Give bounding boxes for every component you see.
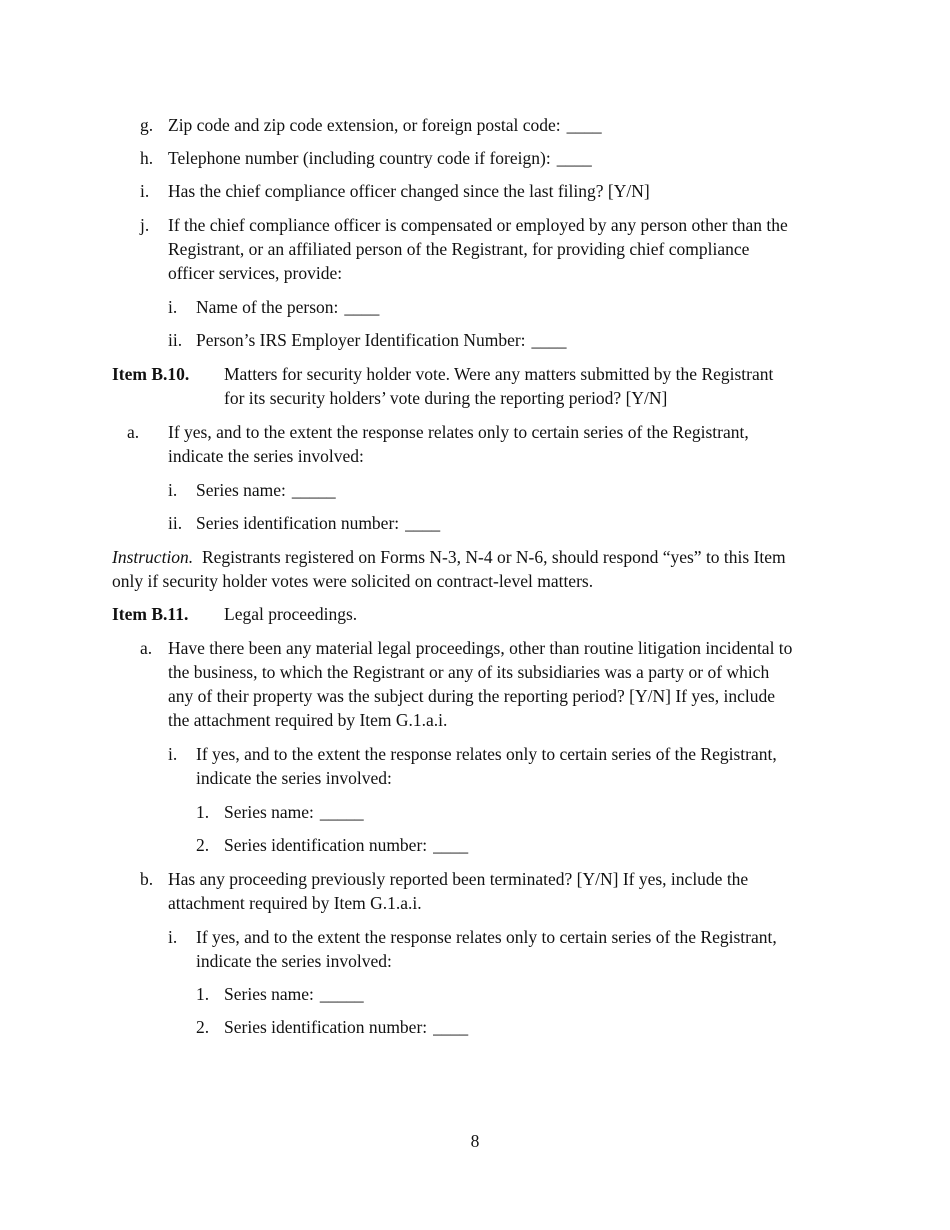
sub-sub-item-text: Series name: <box>224 802 314 822</box>
item-text-line: attachment required by Item G.1.a.i. <box>168 893 422 913</box>
item-text: Zip code and zip code extension, or foreign postal code: <box>168 115 561 135</box>
item-text: Has the chief compliance officer changed since the last filing? [Y/N] <box>168 181 650 201</box>
item-text-line: Registrant, or an affiliated person of the Registrant, for providing chief compliance <box>168 239 750 259</box>
answer-blank[interactable]: _____ <box>319 802 364 822</box>
item-text-line: for its security holders’ vote during the reporting period? [Y/N] <box>224 388 668 408</box>
sub-item-label: i. <box>168 744 178 764</box>
sub-sub-item-label: 2. <box>196 1017 210 1037</box>
item-heading: Item B.11. <box>112 604 189 624</box>
answer-blank[interactable]: ____ <box>433 835 469 855</box>
item-title: Legal proceedings. <box>224 604 358 624</box>
item-label: b. <box>140 869 154 889</box>
item-text-line: officer services, provide: <box>168 263 343 283</box>
instruction-text: only if security holder votes were solicited on contract-level matters. <box>112 571 594 591</box>
item-text: Telephone number (including country code if foreign): <box>168 148 551 168</box>
sub-item-text-line: If yes, and to the extent the response relates only to certain series of the Registrant, <box>196 927 777 947</box>
instruction-label: Instruction. <box>112 547 194 567</box>
sub-sub-item-label: 2. <box>196 835 210 855</box>
answer-blank[interactable]: ____ <box>344 297 380 317</box>
item-label: h. <box>140 148 154 168</box>
sub-sub-item-text: Series name: <box>224 984 314 1004</box>
sub-sub-item-label: 1. <box>196 802 210 822</box>
item-text-line: any of their property was the subject during the reporting period? [Y/N] If yes, include <box>168 686 775 706</box>
item-label: g. <box>140 115 154 135</box>
sub-item-label: i. <box>168 297 178 317</box>
sub-sub-item-text: Series identification number: <box>224 835 428 855</box>
answer-blank[interactable]: ____ <box>556 148 592 168</box>
sub-item-label: ii. <box>168 513 183 533</box>
instruction-text: Registrants registered on Forms N-3, N-4 or N-6, should respond “yes” to this Item <box>201 547 786 567</box>
item-label: a. <box>127 422 140 442</box>
answer-blank[interactable]: ____ <box>566 115 602 135</box>
item-label: i. <box>140 181 150 201</box>
sub-item-label: i. <box>168 480 178 500</box>
sub-sub-item-label: 1. <box>196 984 210 1004</box>
sub-item-label: ii. <box>168 330 183 350</box>
sub-item-label: i. <box>168 927 178 947</box>
item-text-line: the attachment required by Item G.1.a.i. <box>168 710 448 730</box>
answer-blank[interactable]: ____ <box>433 1017 469 1037</box>
item-text-line: the business, to which the Registrant or any of its subsidiaries was a party or of which <box>168 662 770 682</box>
item-text-line: If yes, and to the extent the response relates only to certain series of the Registrant, <box>168 422 749 442</box>
item-label: j. <box>140 215 150 235</box>
sub-item-text-line: If yes, and to the extent the response relates only to certain series of the Registrant, <box>196 744 777 764</box>
sub-item-text-line: indicate the series involved: <box>196 951 392 971</box>
answer-blank[interactable]: ____ <box>405 513 441 533</box>
item-text-line: indicate the series involved: <box>168 446 364 466</box>
sub-item-text: Series name: <box>196 480 286 500</box>
item-label: a. <box>140 638 153 658</box>
item-heading: Item B.10. <box>112 364 190 384</box>
answer-blank[interactable]: _____ <box>319 984 364 1004</box>
answer-blank[interactable]: ____ <box>531 330 567 350</box>
item-text-line: Has any proceeding previously reported been terminated? [Y/N] If yes, include the <box>168 869 749 889</box>
sub-item-text-line: indicate the series involved: <box>196 768 392 788</box>
sub-item-text: Name of the person: <box>196 297 339 317</box>
item-text-line: If the chief compliance officer is compensated or employed by any person other than the <box>168 215 788 235</box>
sub-item-text: Person’s IRS Employer Identification Number: <box>196 330 526 350</box>
sub-item-text: Series identification number: <box>196 513 400 533</box>
answer-blank[interactable]: _____ <box>291 480 336 500</box>
sub-sub-item-text: Series identification number: <box>224 1017 428 1037</box>
page-number: 8 <box>470 1131 480 1151</box>
item-text-line: Matters for security holder vote. Were any matters submitted by the Registrant <box>224 364 774 384</box>
item-text-line: Have there been any material legal proceedings, other than routine litigation incidental to <box>168 638 793 658</box>
